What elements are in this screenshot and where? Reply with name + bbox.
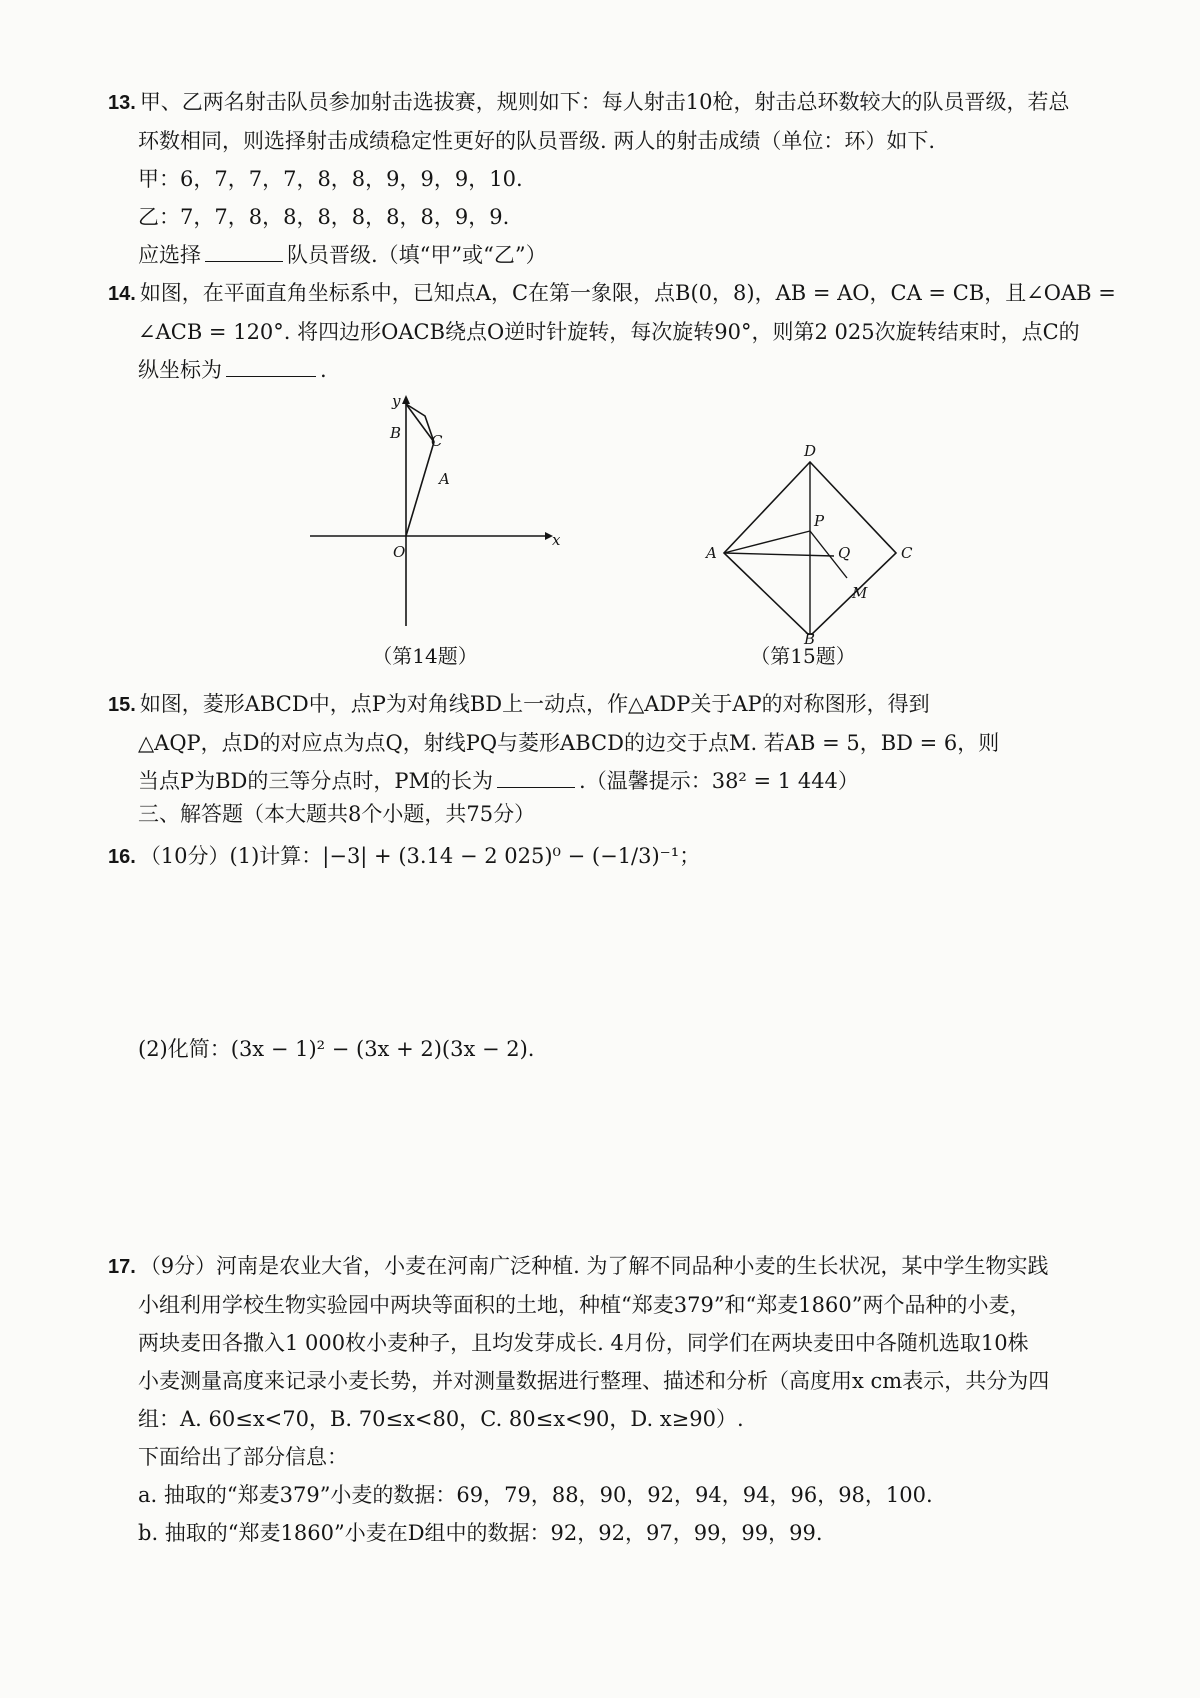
q15-line-3: [138, 767, 1088, 795]
q14-line-3: [138, 356, 1088, 384]
q14-line-2: ∠ACB = 120°. 将四边形OACB绕点O逆时针旋转，每次旋转90°，则第2 025次旋转结束时，点C的: [138, 320, 1080, 344]
q13-prompt-tail: 队员晋级.（填“甲”或“乙”）: [287, 243, 547, 267]
fig15-label-q: Q: [838, 544, 851, 562]
fig15-label-m: M: [852, 584, 868, 602]
q13-line-5: [138, 241, 1088, 269]
question-17: [108, 1252, 1088, 1557]
q15-answer-blank[interactable]: [497, 769, 575, 788]
q17-line-1: [108, 1252, 1088, 1281]
question-16-part-2: [138, 1035, 1088, 1073]
figure-14: [300, 390, 560, 630]
fig15-label-d: D: [804, 442, 817, 460]
q17-line-4: 小麦测量高度来记录小麦长势，并对测量数据进行整理、描述和分析（高度用x cm表示，共分为四: [138, 1369, 1050, 1393]
fig14-label-a: A: [439, 470, 450, 488]
fig14-label-y: y: [392, 392, 401, 410]
q13-number: 13.: [108, 92, 136, 114]
q17-text-1: （9分）河南是农业大省，小麦在河南广泛种植. 为了解不同品种小麦的生长状况，某中学生物实践: [139, 1254, 1049, 1278]
q13-line-1: [108, 88, 1088, 117]
section-heading: 三、解答题（本大题共8个小题，共75分）: [138, 802, 536, 826]
q15-text-1: 如图，菱形ABCD中，点P为对角线BD上一动点，作△ADP关于AP的对称图形，得到: [139, 692, 930, 716]
question-14: [108, 279, 1116, 394]
q15-line-1: [108, 690, 1088, 719]
q14-answer-blank[interactable]: [226, 358, 316, 377]
q16-text-1: （10分）(1)计算：|−3| + (3.14 − 2 025)⁰ − (−1/3)⁻¹；: [139, 844, 701, 868]
q13-line-2: 环数相同，则选择射击成绩稳定性更好的队员晋级. 两人的射击成绩（单位：环）如下.: [138, 129, 936, 153]
q14-text-1: 如图，在平面直角坐标系中，已知点A，C在第一象限，点B(0，8)，AB = AO，CA = CB，且∠OAB =: [139, 281, 1116, 305]
question-13: [108, 88, 1088, 279]
q13-answer-blank[interactable]: [205, 243, 283, 262]
q13-line-4: 乙：7，7，8，8，8，8，8，8，9，9.: [138, 205, 510, 229]
q15-prompt: 当点P为BD的三等分点时，PM的长为: [138, 769, 494, 793]
fig14-label-x: x: [552, 531, 560, 549]
q17-line-7: a. 抽取的“郑麦379”小麦的数据：69，79，88，90，92，94，94，96，98，100.: [138, 1483, 933, 1507]
fig15-label-b: B: [804, 630, 816, 648]
q15-prompt-tail: .（温馨提示：38² = 1 444）: [579, 769, 859, 793]
q13-text-1: 甲、乙两名射击队员参加射击选拔赛，规则如下：每人射击10枪，射击总环数较大的队员晋级，若总: [139, 90, 1070, 114]
fig15-label-c: C: [901, 544, 913, 562]
q16-part-1: [108, 842, 1088, 871]
question-15: [108, 690, 1088, 805]
q13-prompt: 应选择: [138, 243, 201, 267]
q17-number: 17.: [108, 1256, 136, 1278]
fig14-label-o: O: [393, 543, 406, 561]
question-16: [108, 842, 1088, 881]
q13-line-3: 甲：6，7，7，7，8，8，9，9，9，10.: [138, 167, 523, 191]
fig15-segment-ap: [724, 531, 810, 553]
figure-15: [700, 440, 920, 635]
q14-prompt-tail: .: [320, 358, 327, 382]
fig14-caption: （第14题）: [372, 644, 478, 668]
q14-number: 14.: [108, 283, 136, 305]
fig14-label-c: C: [431, 432, 443, 450]
q17-line-5: 组：A. 60≤x<70，B. 70≤x<80，C. 80≤x<90，D. x≥90）.: [138, 1407, 744, 1431]
fig14-y-arrow: [402, 395, 410, 404]
q17-line-3: 两块麦田各撒入1 000枚小麦种子，且均发芽成长. 4月份，同学们在两块麦田中各随机选取10株: [138, 1331, 1029, 1355]
fig14-segment-ab: [406, 404, 434, 442]
q17-line-6: 下面给出了部分信息：: [138, 1445, 348, 1469]
fig15-segment-aq: [724, 553, 834, 556]
q17-line-8: b. 抽取的“郑麦1860”小麦在D组中的数据：92，92，97，99，99，99.: [138, 1521, 823, 1545]
q14-line-1: [108, 279, 1116, 308]
fig15-label-p: P: [814, 512, 825, 530]
q16-number: 16.: [108, 846, 136, 868]
fig15-label-a: A: [706, 544, 717, 562]
fig15-caption: （第15题）: [750, 644, 856, 668]
fig14-label-b: B: [390, 424, 402, 442]
q15-number: 15.: [108, 694, 136, 716]
q14-prompt: 纵坐标为: [138, 358, 222, 382]
q15-line-2: △AQP，点D的对应点为点Q，射线PQ与菱形ABCD的边交于点M. 若AB = 5，BD = 6，则: [138, 731, 1000, 755]
fig15-label-b-holder: [700, 630, 920, 650]
q17-line-2: 小组利用学校生物实验园中两块等面积的土地，种植“郑麦379”和“郑麦1860”两个品种的小麦，: [138, 1293, 1031, 1317]
q16-part-2-line: (2)化简：(3x − 1)² − (3x + 2)(3x − 2).: [138, 1037, 535, 1061]
